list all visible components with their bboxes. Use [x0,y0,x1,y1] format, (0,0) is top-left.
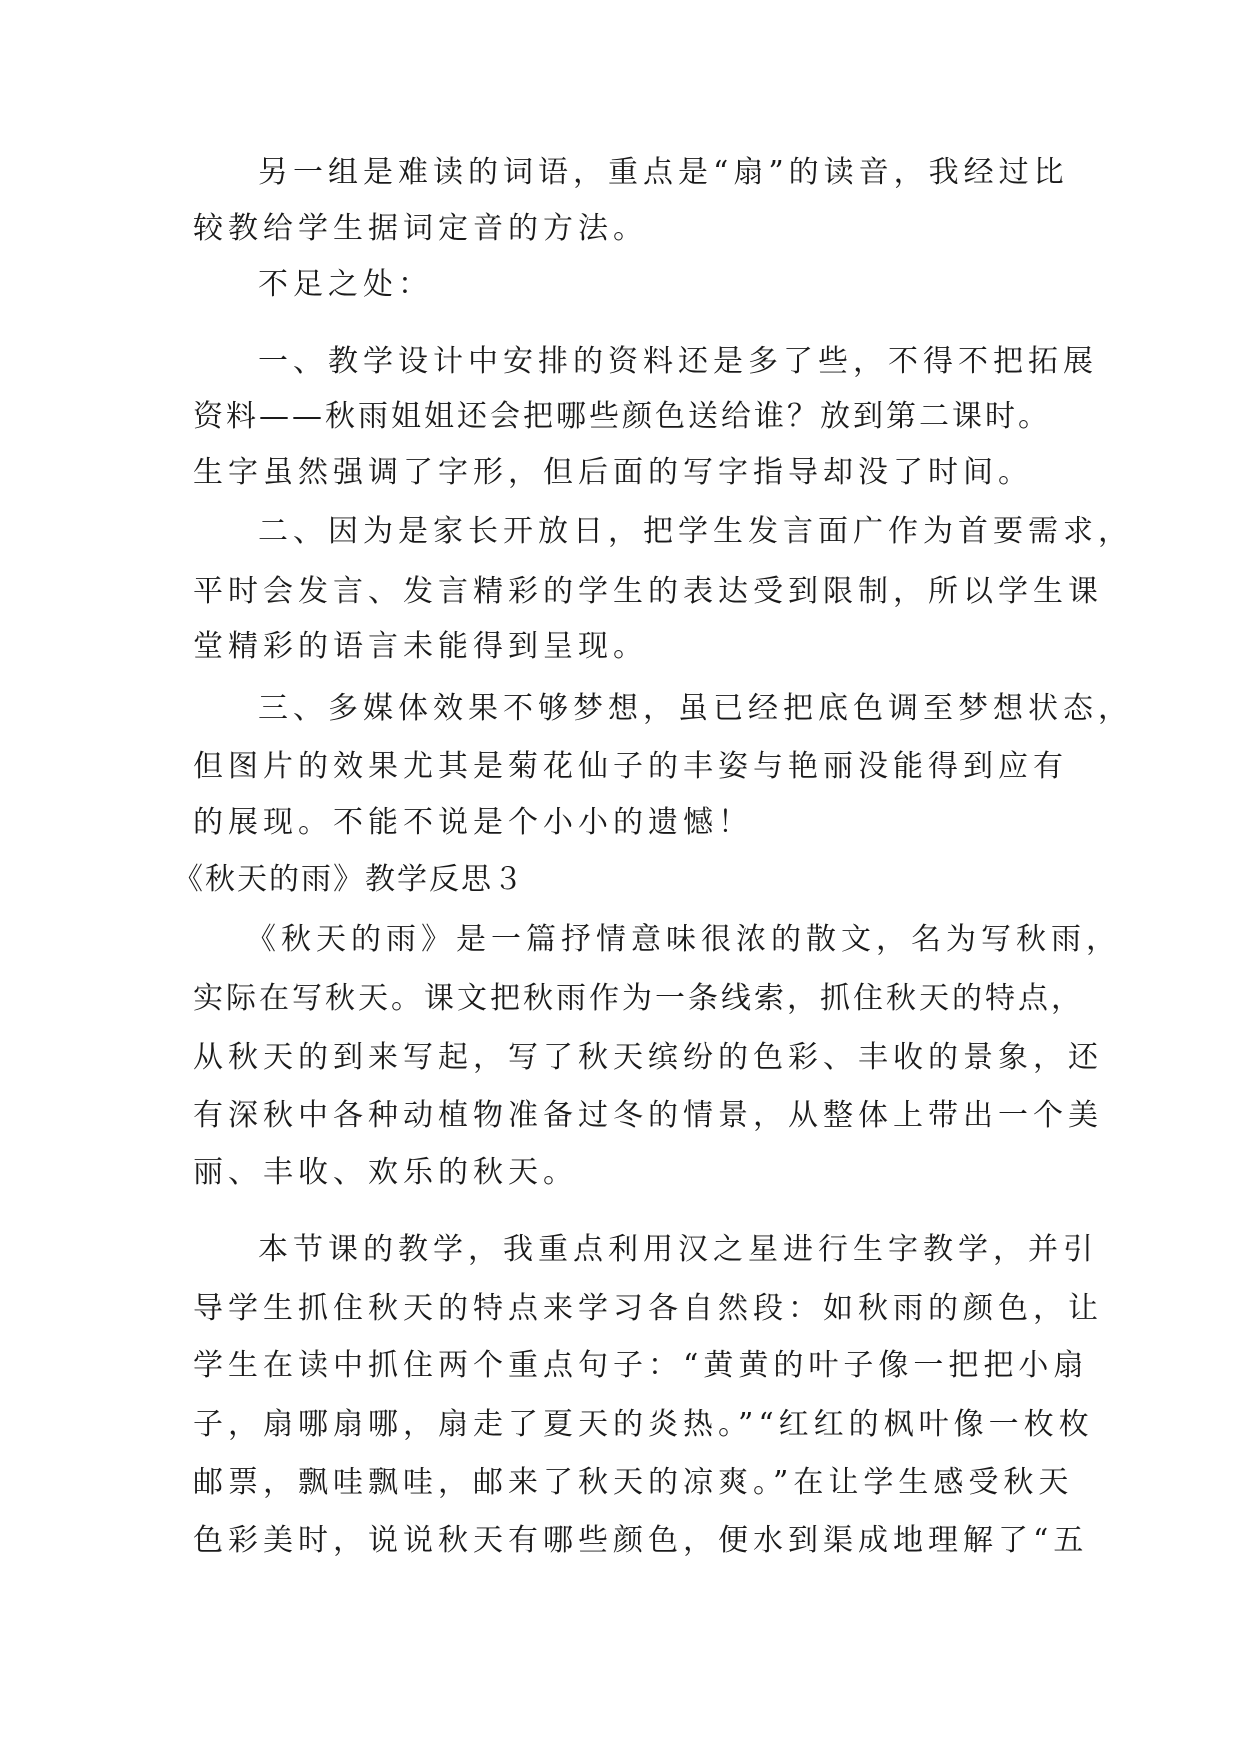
paragraph-line: 导学生抓住秋天的特点来学习各自然段：如秋雨的颜色，让 [193,1291,1103,1326]
paragraph-line: 学生在读中抓住两个重点句子：“黄黄的叶子像一把把小扇 [193,1348,1089,1383]
paragraph-line: 邮票，飘哇飘哇，邮来了秋天的凉爽。”在让学生感受秋天 [193,1465,1074,1500]
paragraph-line: 子，扇哪扇哪，扇走了夏天的炎热。”“红红的枫叶像一枚枚 [193,1407,1094,1442]
paragraph-line: 有深秋中各种动植物准备过冬的情景，从整体上带出一个美 [193,1098,1103,1133]
paragraph-line: 平时会发言、发言精彩的学生的表达受到限制，所以学生课 [193,574,1103,609]
paragraph-line: 本节课的教学，我重点利用汉之星进行生字教学，并引 [258,1232,1098,1267]
paragraph-line: 资料——秋雨姐姐还会把哪些颜色送给谁？放到第二课时。 [193,399,1051,434]
paragraph-line: 一、教学设计中安排的资料还是多了些，不得不把拓展 [258,344,1098,379]
paragraph-line: 的展现。不能不说是个小小的遗憾！ [193,805,753,840]
paragraph-line: 丽、丰收、欢乐的秋天。 [193,1155,578,1190]
paragraph-line: 不足之处： [258,267,433,302]
paragraph-line: 另一组是难读的词语，重点是“扇”的读音，我经过比 [258,155,1069,190]
paragraph-line: 生字虽然强调了字形，但后面的写字指导却没了时间。 [193,455,1033,490]
paragraph-line: 三、多媒体效果不够梦想，虽已经把底色调至梦想状态， [258,691,1133,726]
paragraph-line: 实际在写秋天。课文把秋雨作为一条线索，抓住秋天的特点， [193,981,1084,1016]
paragraph-line: 二、因为是家长开放日，把学生发言面广作为首要需求， [258,514,1133,549]
paragraph-line: 但图片的效果尤其是菊花仙子的丰姿与艳丽没能得到应有 [193,749,1068,784]
paragraph-line: 堂精彩的语言未能得到呈现。 [193,629,648,664]
paragraph-line: 《秋天的雨》是一篇抒情意味很浓的散文，名为写秋雨， [246,922,1121,957]
paragraph-line: 从秋天的到来写起，写了秋天缤纷的色彩、丰收的景象，还 [193,1040,1103,1075]
paragraph-line: 较教给学生据词定音的方法。 [193,211,648,246]
section-heading: 《秋天的雨》教学反思３ [173,862,525,897]
paragraph-line: 色彩美时，说说秋天有哪些颜色，便水到渠成地理解了“五 [193,1523,1089,1558]
